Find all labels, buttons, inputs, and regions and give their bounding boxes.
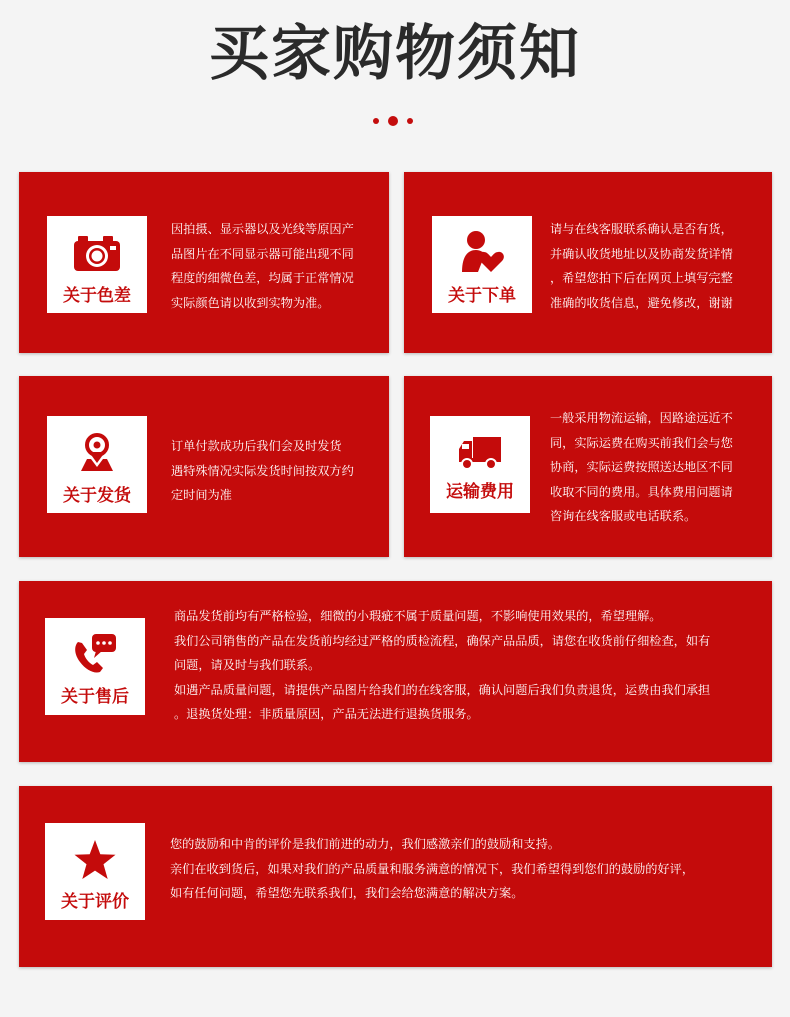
text-line: 程度的细微色差，均属于正常情况: [171, 271, 354, 285]
text-line: 我们公司销售的产品在发货前均经过严格的质检流程，确保产品品质，请您在收货前仔细检查，如有: [174, 633, 711, 648]
icon-label: 运输费用: [446, 482, 514, 502]
icon-box-freight: [430, 416, 530, 513]
text-line: 准确的收货信息，避免修改，谢谢: [550, 295, 733, 310]
icon-box-review: [45, 823, 145, 920]
icon-box-order: [432, 216, 532, 313]
card-text: [170, 832, 694, 906]
icon-label: 关于评价: [61, 892, 129, 912]
text-line: 咨询在线客服或电话联系。: [550, 509, 697, 523]
card-order: [404, 172, 772, 353]
text-line: ，希望您拍下后在网页上填写完整: [550, 271, 733, 285]
truck-icon: [457, 435, 503, 471]
text-line: 商品发货前均有严格检验，细微的小瑕疵不属于质量问题，不影响使用效果的，希望理解。: [174, 609, 662, 623]
divider-dots: [0, 116, 790, 126]
dot-left: [373, 118, 379, 124]
card-color-difference: [19, 172, 389, 353]
card-text: [550, 406, 733, 529]
icon-box-aftersale: [45, 618, 145, 715]
icon-label: 关于售后: [61, 687, 129, 707]
phone-chat-icon: [72, 632, 118, 676]
text-line: 品图片在不同显示器可能出现不同: [171, 246, 354, 261]
dot-center: [388, 116, 398, 126]
card-text: [171, 217, 354, 315]
card-text: [550, 217, 733, 315]
card-review: [19, 786, 772, 967]
location-pin-icon: [77, 431, 117, 473]
icon-box-color: [47, 216, 147, 313]
text-line: 实际颜色请以收到实物为准。: [171, 295, 330, 310]
text-line: 定时间为准: [171, 488, 232, 502]
user-heart-icon: [460, 230, 504, 274]
text-line: 问题，请及时与我们联系。: [174, 658, 321, 672]
card-freight: [404, 376, 772, 557]
card-text: [171, 434, 354, 508]
text-line: 遇特殊情况实际发货时间按双方约: [171, 463, 354, 478]
dot-right: [407, 118, 413, 124]
text-line: 因拍摄、显示器以及光线等原因产: [171, 222, 354, 236]
page-title: 买家购物须知: [209, 19, 581, 89]
text-line: 协商，实际运费按照送达地区不同: [550, 460, 733, 474]
icon-label: 关于发货: [63, 486, 131, 506]
icon-label: 关于下单: [448, 286, 516, 306]
camera-icon: [72, 233, 122, 273]
icon-label: 关于色差: [63, 286, 131, 306]
text-line: 同，实际运费在购买前我们会与您: [550, 435, 733, 450]
card-text: [174, 604, 710, 727]
icon-box-shipping: [47, 416, 147, 513]
text-line: 。退换货处理：非质量原因，产品无法进行退换货服务。: [174, 707, 479, 721]
text-line: 如遇产品质量问题，请提供产品图片给我们的在线客服，确认问题后我们负责退货，运费由我们承担: [174, 682, 711, 697]
text-line: 如有任何问题，希望您先联系我们，我们会给您满意的解决方案。: [170, 886, 524, 900]
star-icon: [73, 839, 117, 881]
text-line: 并确认收货地址以及协商发货详情: [550, 246, 733, 261]
card-shipping: [19, 376, 389, 557]
text-line: 您的鼓励和中肯的评价是我们前进的动力，我们感激亲们的鼓励和支持。: [170, 837, 560, 851]
text-line: 亲们在收到货后，如果对我们的产品质量和服务满意的情况下，我们希望得到您们的鼓励的好评，: [170, 861, 695, 876]
text-line: 请与在线客服联系确认是否有货，: [550, 222, 733, 236]
text-line: 订单付款成功后我们会及时发货: [171, 439, 342, 453]
text-line: 一般采用物流运输，因路途远近不: [550, 411, 733, 425]
card-after-sale: [19, 581, 772, 762]
text-line: 收取不同的费用。具体费用问题请: [550, 484, 733, 499]
